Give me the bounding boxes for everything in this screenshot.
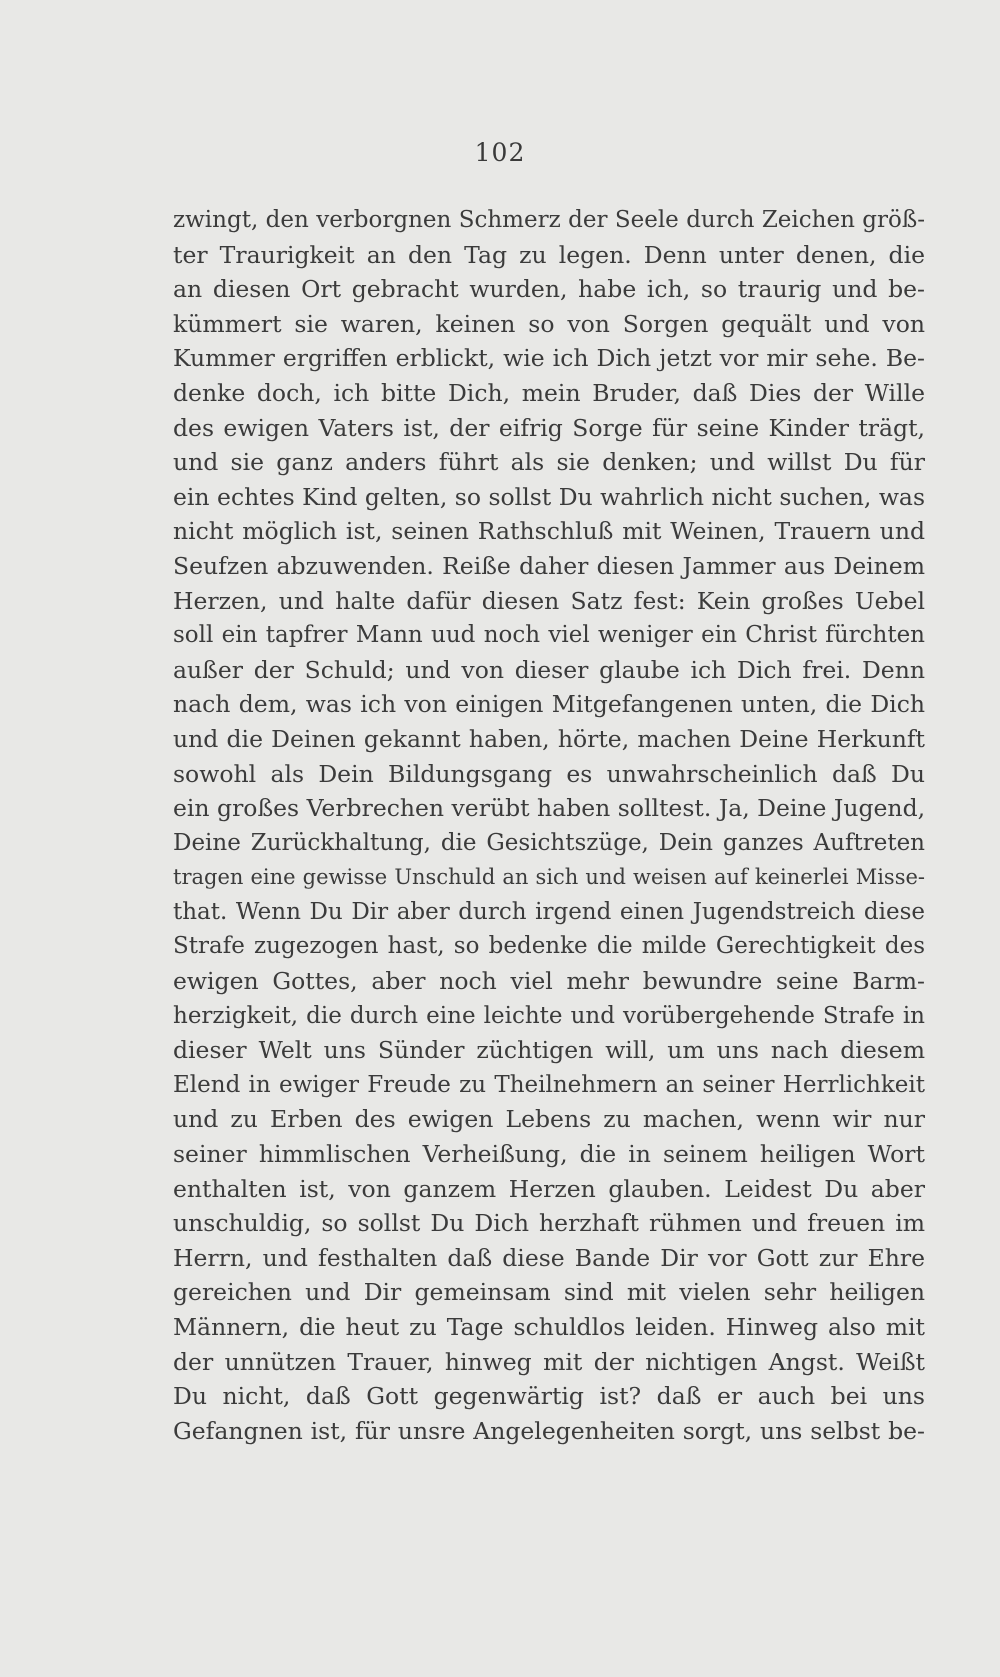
text-line: des ewigen Vaters ist, der eifrig Sorge für seine Kinder trägt, — [173, 413, 925, 442]
text-line: denke doch, ich bitte Dich, mein Bruder, daß Dies der Wille — [173, 378, 925, 407]
text-line: ein echtes Kind gelten, so sollst Du wahrlich nicht suchen, was — [173, 482, 925, 511]
text-line: zwingt, den verborgnen Schmerz der Seele durch Zeichen größ- — [173, 207, 925, 233]
text-line: und zu Erben des ewigen Lebens zu machen, wenn wir nur — [173, 1105, 925, 1134]
text-line: ein großes Verbrechen verübt haben solltest. Ja, Deine Jugend, — [173, 794, 925, 823]
text-line: kümmert sie waren, keinen so von Sorgen gequält und von — [173, 309, 925, 338]
text-line: und die Deinen gekannt haben, hörte, machen Deine Herkunft — [173, 724, 925, 753]
text-line: Seufzen abzuwenden. Reiße daher diesen Jammer aus Deinem — [173, 551, 925, 580]
text-line: tragen eine gewisse Unschuld an sich und weisen auf keinerlei Misse- — [173, 865, 925, 890]
text-line: Männern, die heut zu Tage schuldlos leiden. Hinweg also mit — [173, 1313, 925, 1341]
text-line: Herzen, und halte dafür diesen Satz fest: Kein großes Uebel — [173, 586, 925, 615]
text-line: Kummer ergriffen erblickt, wie ich Dich jetzt vor mir sehe. Be- — [173, 344, 925, 373]
text-line: Elend in ewiger Freude zu Theilnehmern an seiner Herrlichkeit — [173, 1071, 925, 1098]
text-line: soll ein tapfrer Mann uud noch viel weniger ein Christ fürchten — [173, 622, 925, 649]
text-line: Du nicht, daß Gott gegenwärtig ist? daß er auch bei uns — [173, 1382, 925, 1411]
text-line: nach dem, was ich von einigen Mitgefangenen unten, die Dich — [173, 690, 925, 719]
text-line: ewigen Gottes, aber noch viel mehr bewundre seine Barm- — [173, 967, 925, 996]
text-line: der unnützen Trauer, hinweg mit der nichtigen Angst. Weißt — [173, 1347, 925, 1376]
text-line: Gefangnen ist, für unsre Angelegenheiten sorgt, uns selbst be- — [173, 1416, 925, 1445]
text-line: dieser Welt uns Sünder züchtigen will, um uns nach diesem — [173, 1036, 925, 1065]
text-line: sowohl als Dein Bildungsgang es unwahrscheinlich daß Du — [173, 759, 925, 788]
page-number: 102 — [474, 138, 526, 167]
text-line: und sie ganz anders führt als sie denken; und willst Du für — [173, 448, 925, 477]
text-line: enthalten ist, von ganzem Herzen glauben. Leidest Du aber — [173, 1174, 925, 1203]
text-line: Strafe zugezogen hast, so bedenke die milde Gerechtigkeit des — [173, 933, 925, 960]
text-line: that. Wenn Du Dir aber durch irgend einen Jugendstreich diese — [173, 898, 925, 925]
text-line: ter Traurigkeit an den Tag zu legen. Denn unter denen, die — [173, 240, 925, 269]
text-line: Deine Zurückhaltung, die Gesichtszüge, Dein ganzes Auftreten — [173, 829, 925, 856]
body-text — [173, 203, 925, 1448]
text-line: gereichen und Dir gemeinsam sind mit vielen sehr heiligen — [173, 1278, 925, 1307]
text-line: außer der Schuld; und von dieser glaube ich Dich frei. Denn — [173, 655, 925, 684]
text-line: Herrn, und festhalten daß diese Bande Dir vor Gott zur Ehre — [173, 1243, 925, 1272]
text-line: seiner himmlischen Verheißung, die in seinem heiligen Wort — [173, 1140, 925, 1169]
text-line: unschuldig, so sollst Du Dich herzhaft rühmen und freuen im — [173, 1209, 925, 1238]
text-line: nicht möglich ist, seinen Rathschluß mit Weinen, Trauern und — [173, 517, 925, 546]
text-line: herzigkeit, die durch eine leichte und vorübergehende Strafe in — [173, 1002, 925, 1029]
text-line: an diesen Ort gebracht wurden, habe ich, so traurig und be- — [173, 275, 925, 304]
